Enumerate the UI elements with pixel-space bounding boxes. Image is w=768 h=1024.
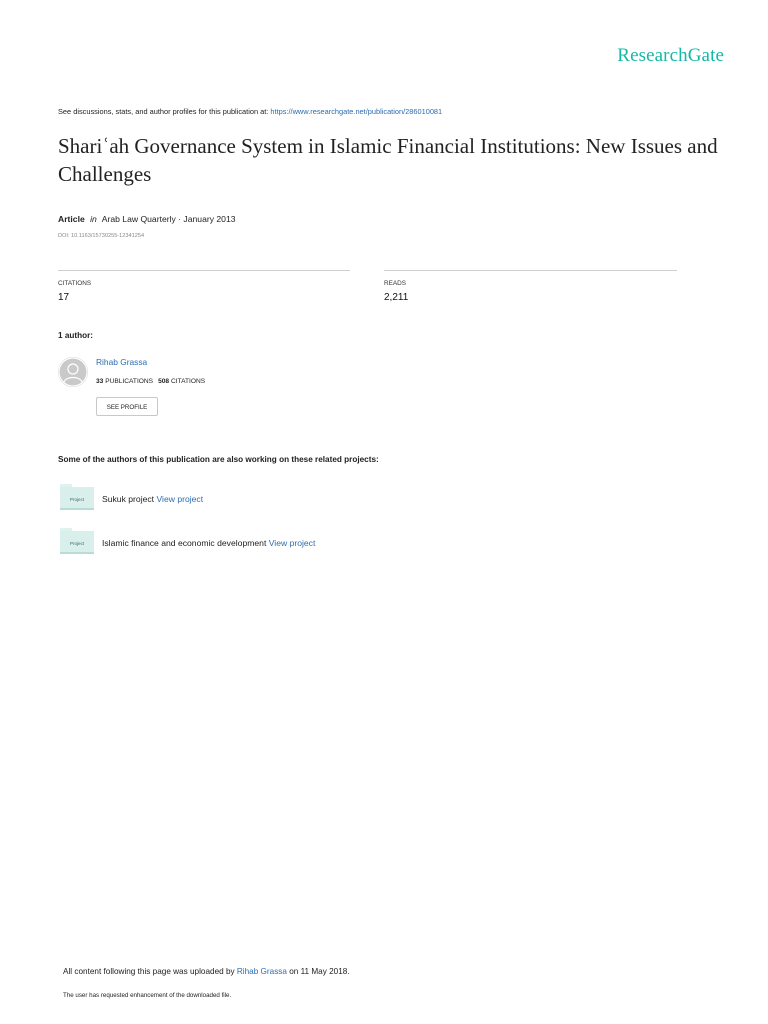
see-profile-button[interactable]: SEE PROFILE	[96, 397, 158, 416]
author-publications-count: 33	[96, 378, 104, 385]
project-text	[102, 538, 315, 548]
author-citations-count: 508	[158, 378, 170, 385]
project-tile-label: Project	[69, 541, 85, 546]
project-name: Sukuk project	[102, 494, 155, 504]
discussion-prefix: See discussions, stats, and author profiles for this publication at:	[58, 107, 271, 116]
author-name-link[interactable]: Rihab Grassa	[96, 357, 148, 367]
project-name: Islamic finance and economic development	[102, 538, 267, 548]
reads-value: 2,211	[384, 292, 409, 303]
discussion-line	[58, 107, 442, 116]
publication-meta	[58, 214, 236, 224]
project-tile-label: Project	[69, 497, 85, 502]
project-folder-icon[interactable]	[60, 528, 94, 554]
author-publications-label: PUBLICATIONS	[105, 378, 154, 385]
author-stats	[96, 378, 205, 385]
citations-divider	[58, 270, 350, 271]
author-citations-label: CITATIONS	[170, 378, 206, 385]
researchgate-logo[interactable]: ResearchGate	[617, 45, 724, 66]
projects-heading: Some of the authors of this publication are also working on these related projects:	[58, 455, 379, 464]
requested-enhancement-note: The user has requested enhancement of the downloaded file.	[63, 992, 232, 999]
in-label: in	[90, 214, 97, 224]
view-project-link[interactable]: View project	[268, 538, 316, 548]
reads-divider	[384, 270, 677, 271]
view-project-link[interactable]: View project	[156, 494, 204, 504]
publication-url-link[interactable]: https://www.researchgate.net/publication/286010081	[270, 107, 443, 116]
reads-label: READS	[384, 280, 407, 287]
avatar-icon[interactable]	[58, 357, 88, 387]
uploaded-suffix: on 11 May 2018.	[286, 967, 350, 976]
publication-title: Shariʿah Governance System in Islamic Financial Institutions: New Issues and Challenges	[58, 134, 718, 186]
journal-and-date: Arab Law Quarterly · January 2013	[101, 214, 236, 224]
project-text	[102, 494, 203, 504]
citations-value: 17	[58, 292, 70, 303]
citations-label: CITATIONS	[58, 280, 92, 287]
uploaded-by-line	[63, 967, 350, 976]
authors-heading: 1 author:	[58, 331, 94, 340]
doi: DOI: 10.1163/15730255-12341254	[58, 233, 145, 239]
publication-type: Article	[58, 214, 85, 224]
uploaded-prefix: All content following this page was uploaded by	[63, 967, 237, 976]
project-folder-icon[interactable]	[60, 484, 94, 510]
uploader-link[interactable]: Rihab Grassa	[236, 967, 287, 976]
